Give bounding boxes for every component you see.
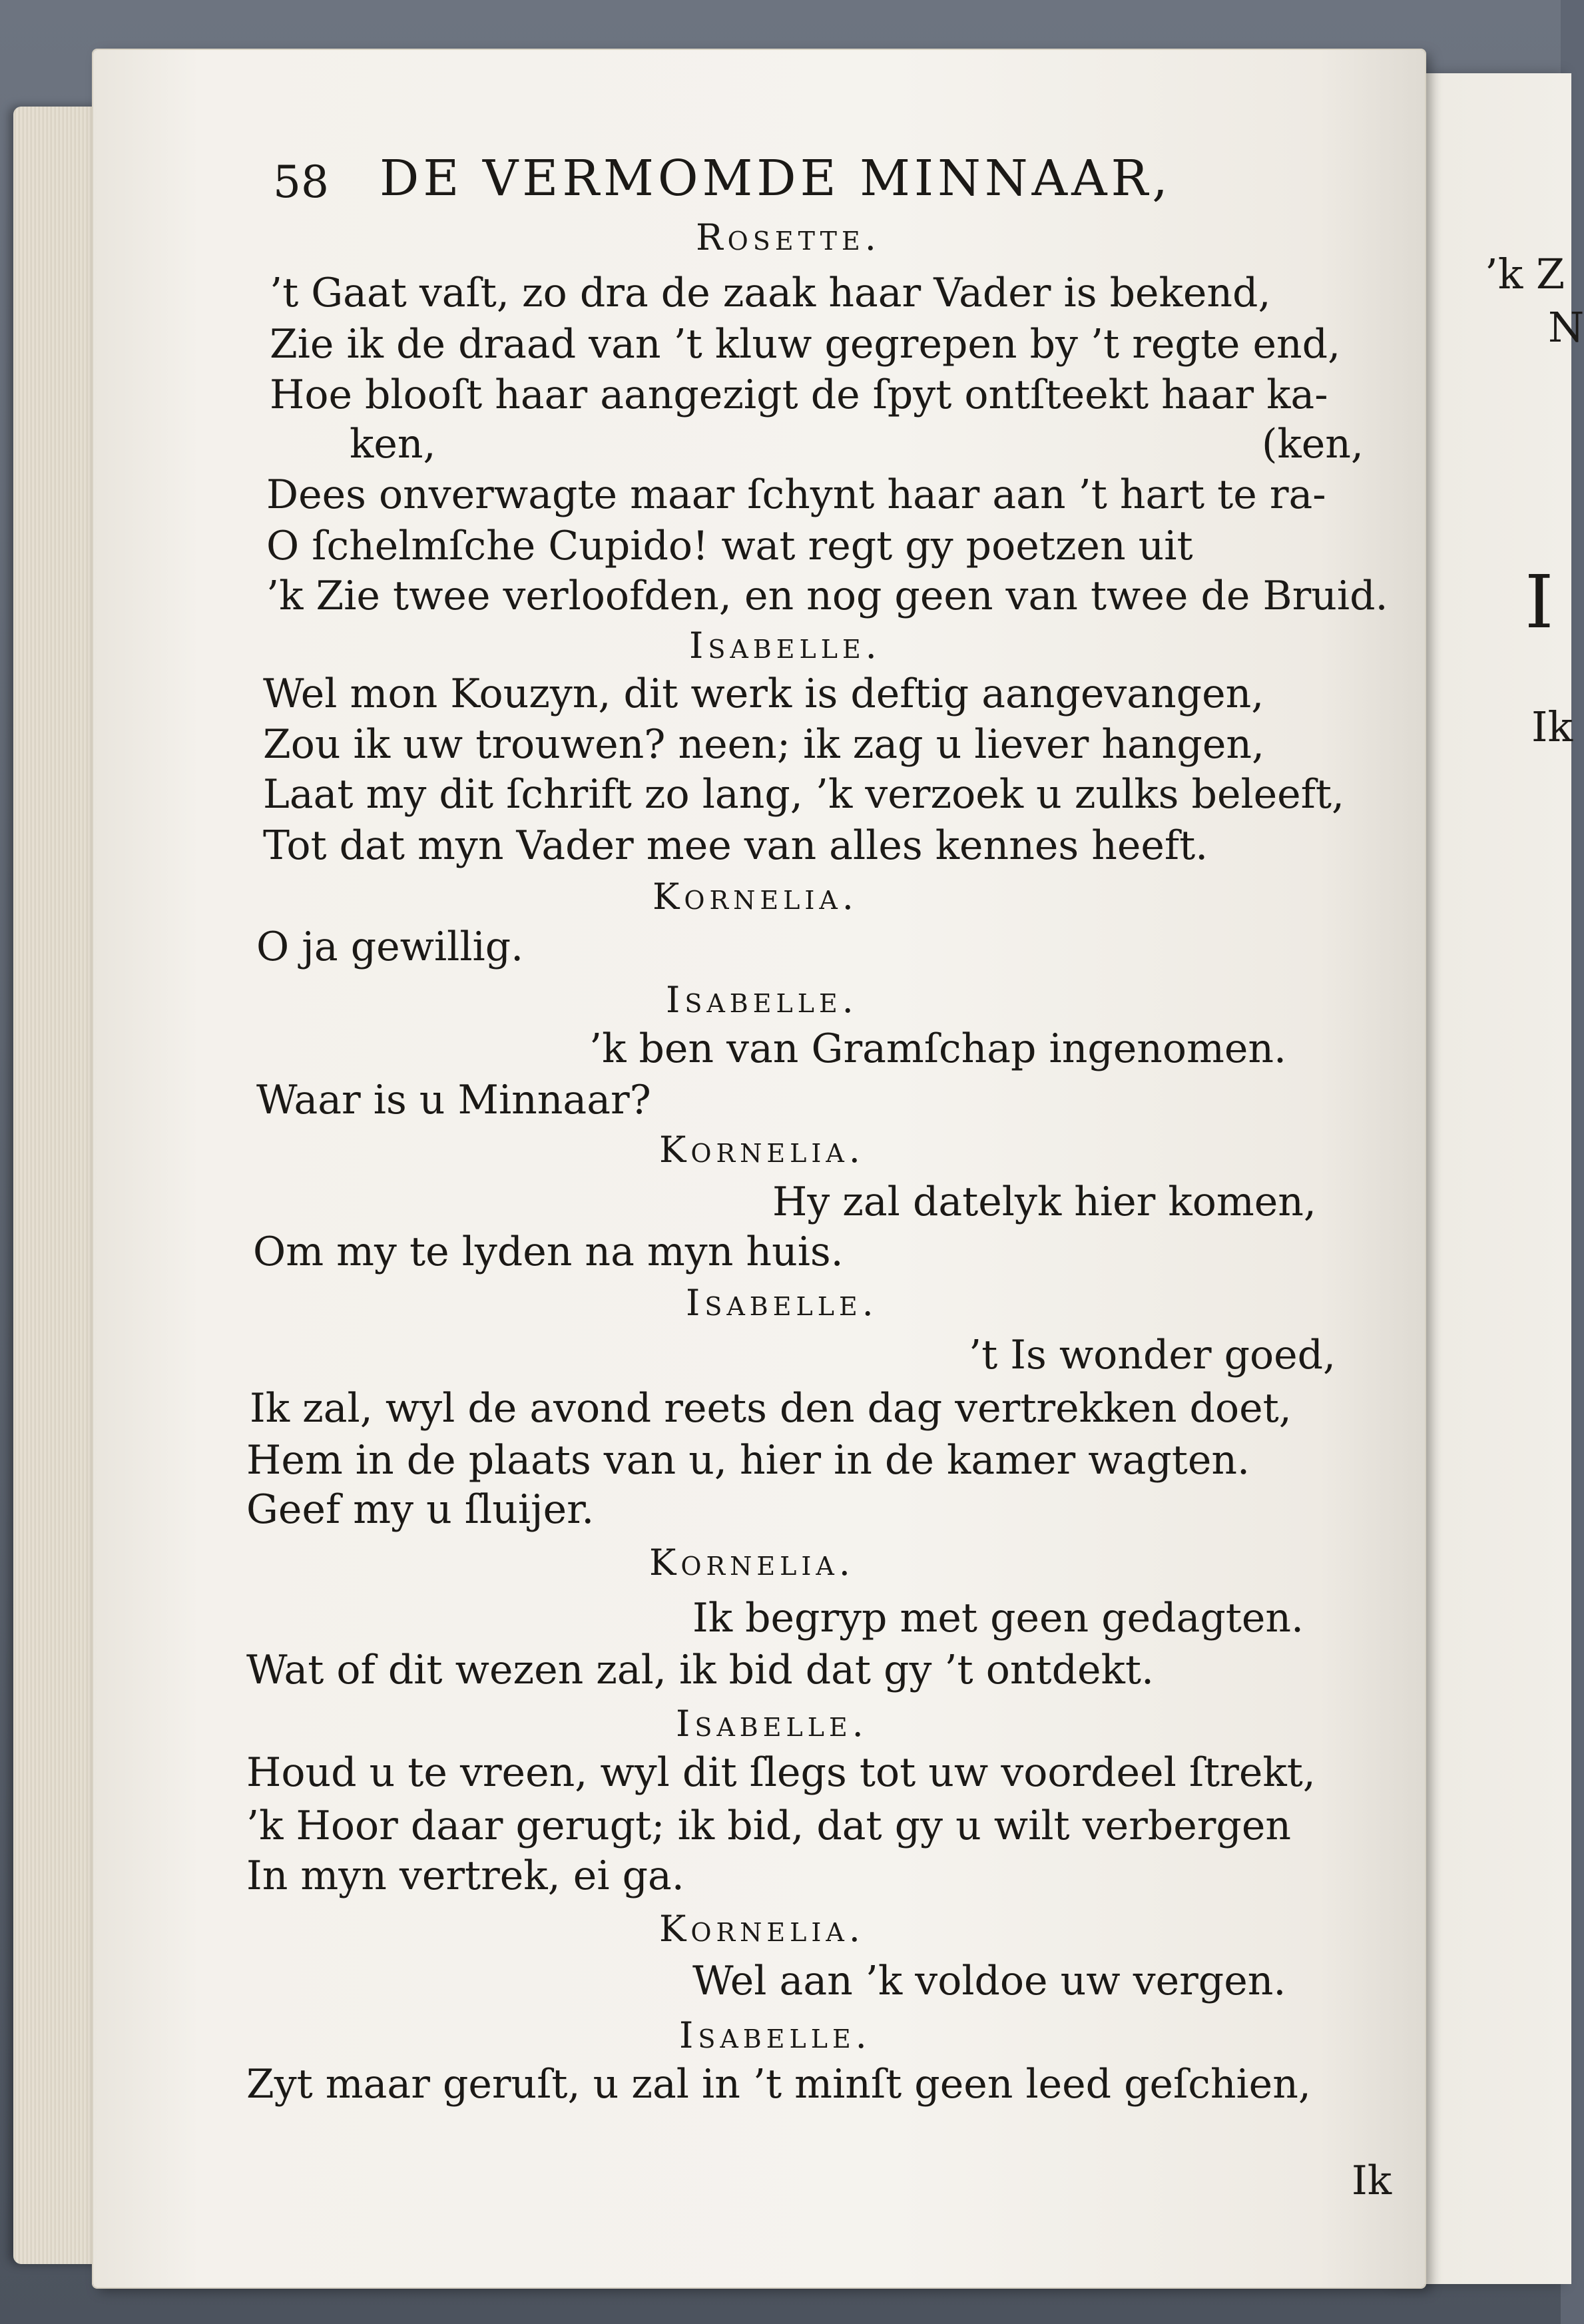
speaker-name: Isabelle. bbox=[676, 1703, 868, 1745]
verse-line: Wel aan ’k voldoe uw vergen. bbox=[692, 1958, 1286, 2004]
verse-line: In myn vertrek, ei ga. bbox=[246, 1853, 684, 1899]
speaker-name: Isabelle. bbox=[679, 2014, 872, 2056]
verse-line: Zou ik uw trouwen? neen; ik zag u liever hangen, bbox=[263, 721, 1265, 768]
speaker-name: Rosette. bbox=[696, 216, 881, 258]
verse-line: Zie ik de draad van ’t kluw gegrepen by ’t regte end, bbox=[270, 321, 1341, 368]
facing-page-fragment: N bbox=[1548, 303, 1584, 352]
verse-line: ’k Hoor daar gerugt; ik bid, dat gy u wilt verbergen bbox=[246, 1803, 1291, 1849]
verse-line: Laat my dit ſchrift zo lang, ’k verzoek u zulks beleeft, bbox=[263, 771, 1345, 818]
verse-line: Ik zal, wyl de avond reets den dag vertrekken doet, bbox=[250, 1385, 1292, 1432]
verse-line: Hem in de plaats van u, hier in de kamer wagten. bbox=[246, 1437, 1250, 1484]
speaker-name: Kornelia. bbox=[659, 1129, 865, 1171]
verse-line: Waar is u Minnaar? bbox=[256, 1077, 651, 1123]
facing-page-fragment: Ik bbox=[1531, 703, 1573, 751]
verse-line: Wel mon Kouzyn, dit werk is deftig aangevangen, bbox=[263, 671, 1264, 717]
running-head: DE VERMOMDE MINNAAR, bbox=[380, 150, 1172, 207]
catchword: Ik bbox=[1352, 2158, 1392, 2204]
page-number: 58 bbox=[273, 156, 329, 208]
verse-line: Hy zal datelyk hier komen, bbox=[772, 1179, 1316, 1225]
verse-line: Ik begryp met geen gedagten. bbox=[692, 1595, 1304, 1641]
verse-line: Dees onverwagte maar ſchynt haar aan ’t hart te ra- bbox=[266, 471, 1326, 518]
verse-line: ’k Zie twee verloofden, en nog geen van twee de Bruid. bbox=[266, 573, 1388, 619]
speaker-name: Isabelle. bbox=[666, 979, 858, 1021]
verse-line: Zyt maar geruſt, u zal in ’t minſt geen leed geſchien, bbox=[246, 2061, 1311, 2108]
verse-line: Hoe blooſt haar aangezigt de ſpyt ontſteekt haar ka- bbox=[270, 372, 1328, 418]
verse-line: Om my te lyden na myn huis. bbox=[253, 1229, 844, 1275]
facing-page-fragment: ’k Z bbox=[1485, 250, 1565, 298]
verse-line: Geef my u ſluijer. bbox=[246, 1486, 595, 1533]
speaker-name: Kornelia. bbox=[659, 1908, 865, 1950]
verse-line: O ſchelmſche Cupido! wat regt gy poetzen uit bbox=[266, 523, 1193, 569]
speaker-name: Kornelia. bbox=[649, 1542, 855, 1584]
verse-line: Houd u te vreen, wyl dit ſlegs tot uw voordeel ſtrekt, bbox=[246, 1749, 1316, 1796]
speaker-name: Kornelia. bbox=[653, 876, 858, 918]
verse-line: ken, bbox=[350, 421, 436, 467]
verse-line: ’k ben van Gramſchap ingenomen. bbox=[589, 1025, 1287, 1072]
facing-page-fragment: I bbox=[1525, 559, 1554, 645]
verse-line: Tot dat myn Vader mee van alles kennes heeft. bbox=[263, 822, 1208, 869]
verse-line: O ja gewillig. bbox=[256, 924, 524, 970]
verse-line: ’t Gaat vaſt, zo dra de zaak haar Vader is bekend, bbox=[270, 270, 1271, 316]
verse-line: ’t Is wonder goed, bbox=[969, 1332, 1336, 1378]
speaker-name: Isabelle. bbox=[689, 625, 882, 667]
verse-line: Wat of dit wezen zal, ik bid dat gy ’t ontdekt. bbox=[246, 1647, 1155, 1693]
speaker-name: Isabelle. bbox=[686, 1282, 878, 1324]
verse-line: (ken, bbox=[1262, 421, 1364, 467]
